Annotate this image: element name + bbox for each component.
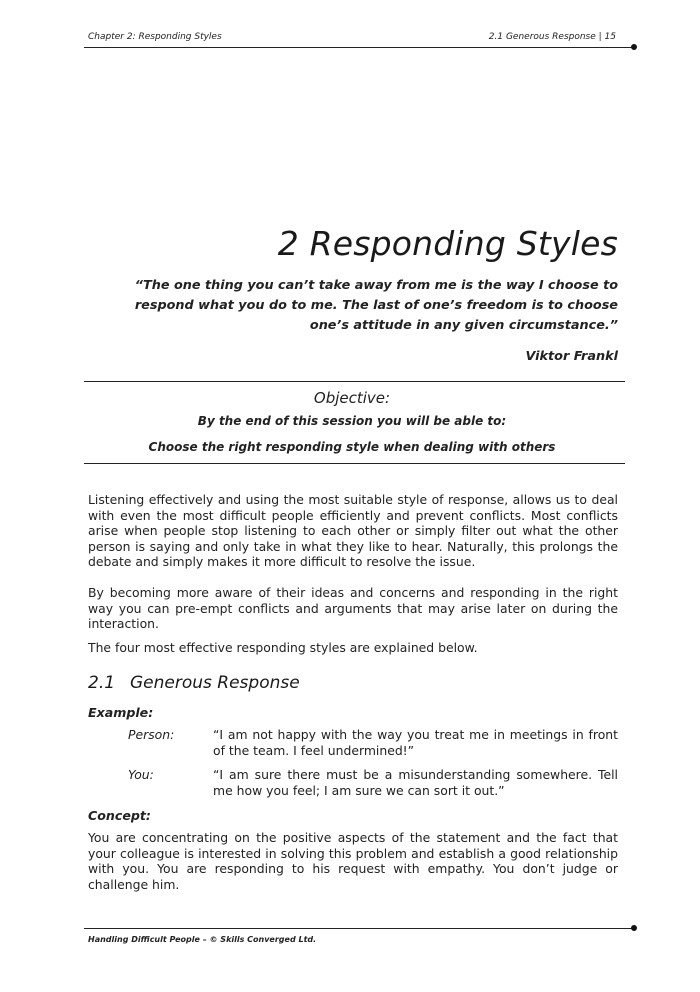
objective-intro: By the end of this session you will be able to: — [197, 414, 507, 428]
intro-paragraph-2: By becoming more aware of their ideas and concerns and responding in the right way you can pre-empt conflicts and arguments that may arise later on during the interaction. — [88, 585, 618, 632]
dialog-speaker-person: Person: — [128, 727, 175, 742]
section-heading — [88, 673, 300, 693]
footer-rule-end-dot — [631, 925, 637, 931]
objective-goal: Choose the right responding style when dealing with others — [148, 440, 556, 454]
footer-rule — [84, 928, 634, 929]
objective-bottom-rule — [84, 463, 625, 464]
header-rule-end-dot — [631, 44, 637, 50]
chapter-quote: “The one thing you can’t take away from me is the way I choose to respond what you do to me. The last of one’s freedom is to choose one’s attitude in any given circumstance.” — [134, 278, 618, 333]
running-footer: Handling Difficult People – © Skills Converged Ltd. — [88, 935, 317, 944]
header-chapter: Chapter 2: Responding Styles — [88, 32, 222, 42]
intro-paragraph-3: The four most effective responding styles are explained below. — [88, 640, 478, 655]
objective-top-rule — [84, 381, 625, 382]
section-number: 2.1 — [88, 673, 116, 693]
section-title: Generous Response — [130, 673, 300, 693]
concept-paragraph: You are concentrating on the positive aspects of the statement and the fact that your colleague is interested in solving this problem and establish a good relationship with you. You are responding to his request with empathy. You don’t judge or challenge him. — [88, 830, 618, 892]
objective-title: Objective: — [313, 389, 391, 407]
header-section-page: 2.1 Generous Response | 15 — [488, 32, 616, 42]
running-header — [88, 32, 616, 42]
dialog-text-person: “I am not happy with the way you treat me in meetings in front of the team. I feel undermined!” — [213, 727, 618, 758]
header-rule — [84, 47, 634, 48]
example-label: Example: — [88, 705, 154, 720]
intro-paragraph-1: Listening effectively and using the most suitable style of response, allows us to deal with even the most difficult people efficiently and prevent conflicts. Most conflicts arise when people stop listening to each other or simply filter out what the other person is saying and only take in what they like to hear. Naturally, this prolongs the debate and simply makes it more difficult to resolve the issue. — [88, 492, 618, 570]
dialog-speaker-you: You: — [128, 767, 154, 782]
chapter-title: 2 Responding Styles — [277, 224, 618, 263]
quote-author: Viktor Frankl — [525, 349, 618, 364]
dialog-text-you: “I am sure there must be a misunderstanding somewhere. Tell me how you feel; I am sure we can sort it out.” — [213, 767, 618, 798]
concept-label: Concept: — [88, 808, 151, 823]
